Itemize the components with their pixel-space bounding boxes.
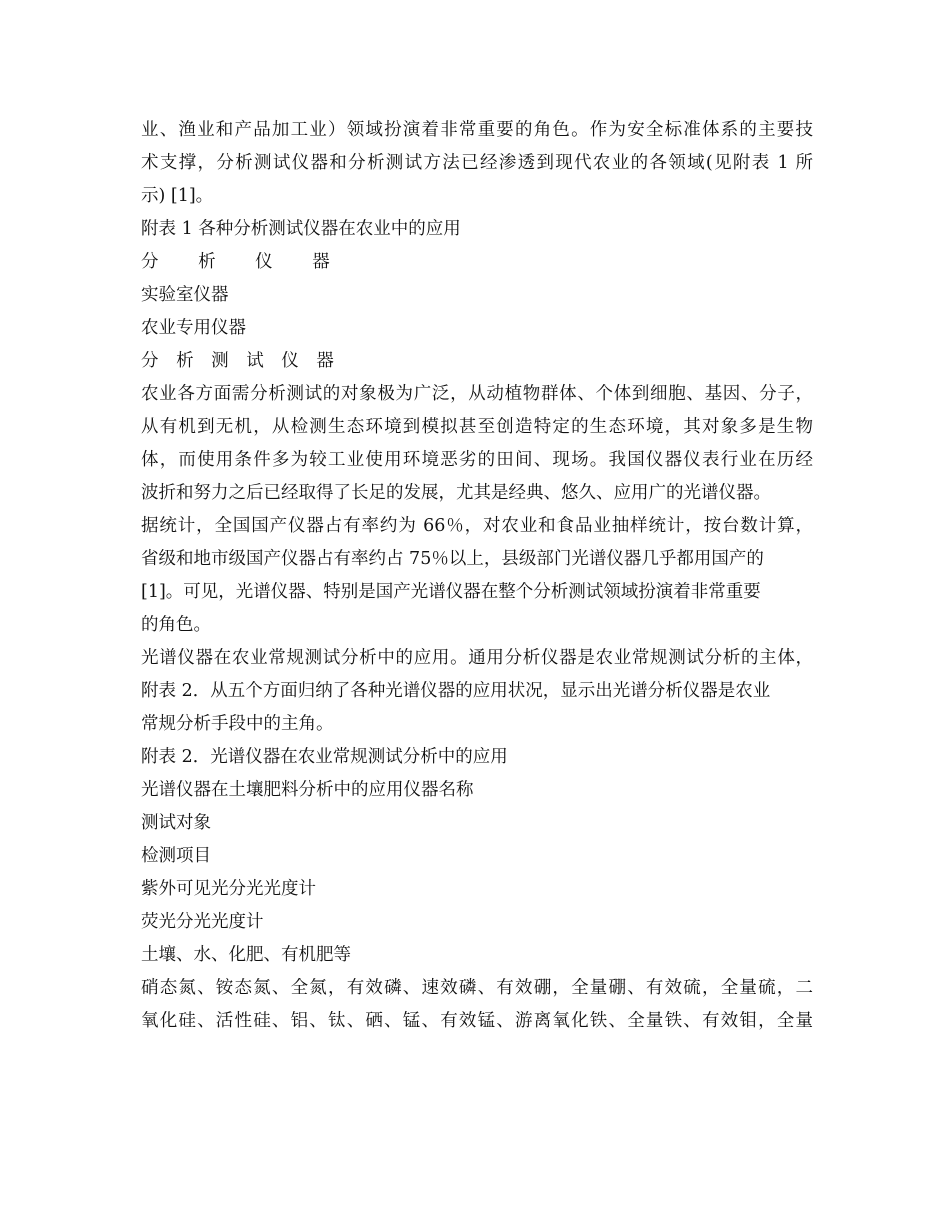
paragraph-line: 农业各方面需分析测试的对象极为广泛，从动植物群体、个体到细胞、基因、分子， bbox=[141, 384, 813, 404]
table-cell: 实验室仪器 bbox=[141, 285, 229, 305]
paragraph-line: 波折和努力之后已经取得了长足的发展，尤其是经典、悠久、应用广的光谱仪器。 bbox=[141, 483, 771, 503]
table-cell: 紫外可见光分光光度计 bbox=[141, 879, 316, 899]
paragraph-line: 光谱仪器在农业常规测试分析中的应用。通用分析仪器是农业常规测试分析的主体， bbox=[141, 648, 813, 668]
paragraph-line: 从有机到无机，从检测生态环境到模拟甚至创造特定的生态环境，其对象多是生物 bbox=[141, 417, 813, 437]
paragraph-line: 据统计，全国国产仪器占有率约为 66％，对农业和食品业抽样统计，按台数计算， bbox=[141, 516, 813, 536]
paragraph-line: 示) [1]。 bbox=[141, 186, 214, 206]
table-cell: 测试对象 bbox=[141, 813, 211, 833]
paragraph-line: 的角色。 bbox=[141, 615, 211, 635]
paragraph-line: 体，而使用条件多为较工业使用环境恶劣的田间、现场。我国仪器仪表行业在历经 bbox=[141, 450, 813, 470]
paragraph-line: 业、渔业和产品加工业）领域扮演着非常重要的角色。作为安全标准体系的主要技 bbox=[141, 120, 813, 140]
paragraph-line: 常规分析手段中的主角。 bbox=[141, 714, 334, 734]
table-cell: 硝态氮、铵态氮、全氮，有效磷、速效磷、有效硼，全量硼、有效硫，全量硫，二 bbox=[141, 978, 813, 998]
paragraph-line: 附表 2．从五个方面归纳了各种光谱仪器的应用状况，显示出光谱分析仪器是农业 bbox=[141, 681, 771, 701]
paragraph-line: [1]。可见，光谱仪器、特别是国产光谱仪器在整个分析测试领域扮演着非常重要 bbox=[141, 582, 761, 602]
table-cell: 荧光分光光度计 bbox=[141, 912, 264, 932]
table-caption: 附表 2．光谱仪器在农业常规测试分析中的应用 bbox=[141, 747, 508, 767]
paragraph-line: 省级和地市级国产仪器占有率约占 75％以上，县级部门光谱仪器几乎都用国产的 bbox=[141, 549, 764, 569]
table-cell: 土壤、水、化肥、有机肥等 bbox=[141, 945, 351, 965]
table-header-cell: 分 析 仪 器 bbox=[141, 252, 347, 272]
table-caption: 附表 1 各种分析测试仪器在农业中的应用 bbox=[141, 219, 461, 239]
document-body bbox=[141, 114, 813, 1038]
table-cell: 检测项目 bbox=[141, 846, 211, 866]
table-cell: 光谱仪器在土壤肥料分析中的应用仪器名称 bbox=[141, 780, 474, 800]
paragraph-line: 术支撑，分析测试仪器和分析测试方法已经渗透到现代农业的各领域(见附表 1 所 bbox=[141, 153, 813, 173]
table-cell: 分 析 测 试 仪 器 bbox=[141, 351, 340, 371]
table-cell: 氧化硅、活性硅、铝、钛、硒、锰、有效锰、游离氧化铁、全量铁、有效钼，全量 bbox=[141, 1011, 813, 1031]
table-cell: 农业专用仪器 bbox=[141, 318, 246, 338]
